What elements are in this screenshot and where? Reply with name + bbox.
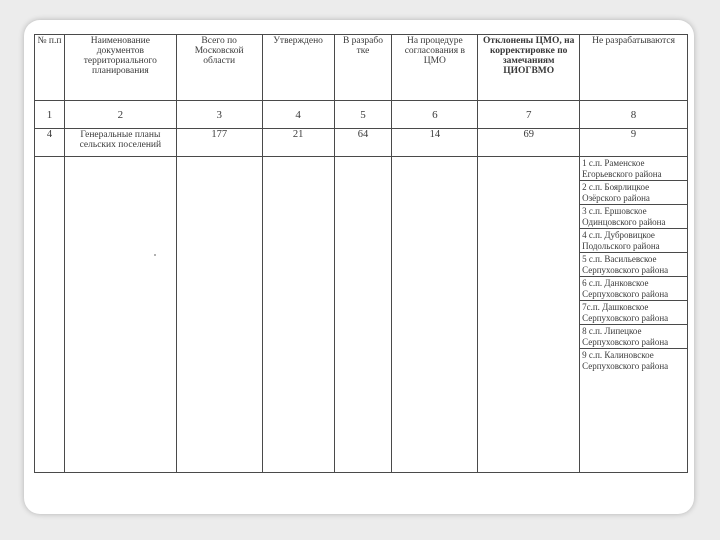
row-rejected: 69 bbox=[478, 129, 580, 157]
list-item: 4 с.п. Дубровицкое Подольского района bbox=[580, 229, 687, 253]
row-total: 177 bbox=[176, 129, 262, 157]
list-item: 1 с.п. Раменское Егорьевского района bbox=[580, 157, 687, 181]
table-row bbox=[35, 129, 688, 157]
scanned-document bbox=[34, 34, 688, 474]
header-cell-in-development: В разрабо тке bbox=[334, 35, 392, 101]
scan-speck bbox=[154, 254, 156, 256]
empty-cell bbox=[64, 157, 176, 473]
row-document-name: Генеральные планы сельских поселений bbox=[64, 129, 176, 157]
list-item: 5 с.п. Васильевское Серпуховского района bbox=[580, 253, 687, 277]
empty-cell bbox=[262, 157, 334, 473]
column-number: 5 bbox=[334, 101, 392, 129]
header-cell-number: № п.п bbox=[35, 35, 65, 101]
planning-documents-table bbox=[34, 34, 688, 473]
header-cell-approved: Утверждено bbox=[262, 35, 334, 101]
row-on-approval: 14 bbox=[392, 129, 478, 157]
list-item: 7с.п. Дашковское Серпуховского района bbox=[580, 301, 687, 325]
header-cell-not-developed: Не разрабатываются bbox=[580, 35, 688, 101]
list-item: 9 с.п. Калиновское Серпуховского района bbox=[582, 350, 669, 371]
row-in-development: 64 bbox=[334, 129, 392, 157]
table-header-row bbox=[35, 35, 688, 101]
column-number: 2 bbox=[64, 101, 176, 129]
list-item: 3 с.п. Ершовское Одинцовского района bbox=[580, 205, 687, 229]
empty-cell bbox=[478, 157, 580, 473]
empty-cell bbox=[334, 157, 392, 473]
empty-cell bbox=[176, 157, 262, 473]
header-cell-on-approval: На процедуре согласования в ЦМО bbox=[392, 35, 478, 101]
column-number: 3 bbox=[176, 101, 262, 129]
list-item: 6 с.п. Данковское Серпуховского района bbox=[580, 277, 687, 301]
column-number: 7 bbox=[478, 101, 580, 129]
empty-cell bbox=[392, 157, 478, 473]
list-item: 2 с.п. Боярлицкое Озёрского района bbox=[580, 181, 687, 205]
header-cell-document-name: Наименование документов территориального планирования bbox=[64, 35, 176, 101]
empty-cell bbox=[35, 157, 65, 473]
list-item: 8 с.п. Липецкое Серпуховского района bbox=[580, 325, 687, 349]
not-developed-list-cell bbox=[580, 157, 688, 473]
row-not-developed: 9 bbox=[580, 129, 688, 157]
column-number: 1 bbox=[35, 101, 65, 129]
column-numbers-row bbox=[35, 101, 688, 129]
row-number: 4 bbox=[35, 129, 65, 157]
header-cell-total: Всего по Московской области bbox=[176, 35, 262, 101]
column-number: 6 bbox=[392, 101, 478, 129]
column-number: 4 bbox=[262, 101, 334, 129]
row-approved: 21 bbox=[262, 129, 334, 157]
header-cell-rejected: Отклонены ЦМО, на корректировке по замечаниям ЦИОГВМО bbox=[478, 35, 580, 101]
table-body-row bbox=[35, 157, 688, 473]
column-number: 8 bbox=[580, 101, 688, 129]
